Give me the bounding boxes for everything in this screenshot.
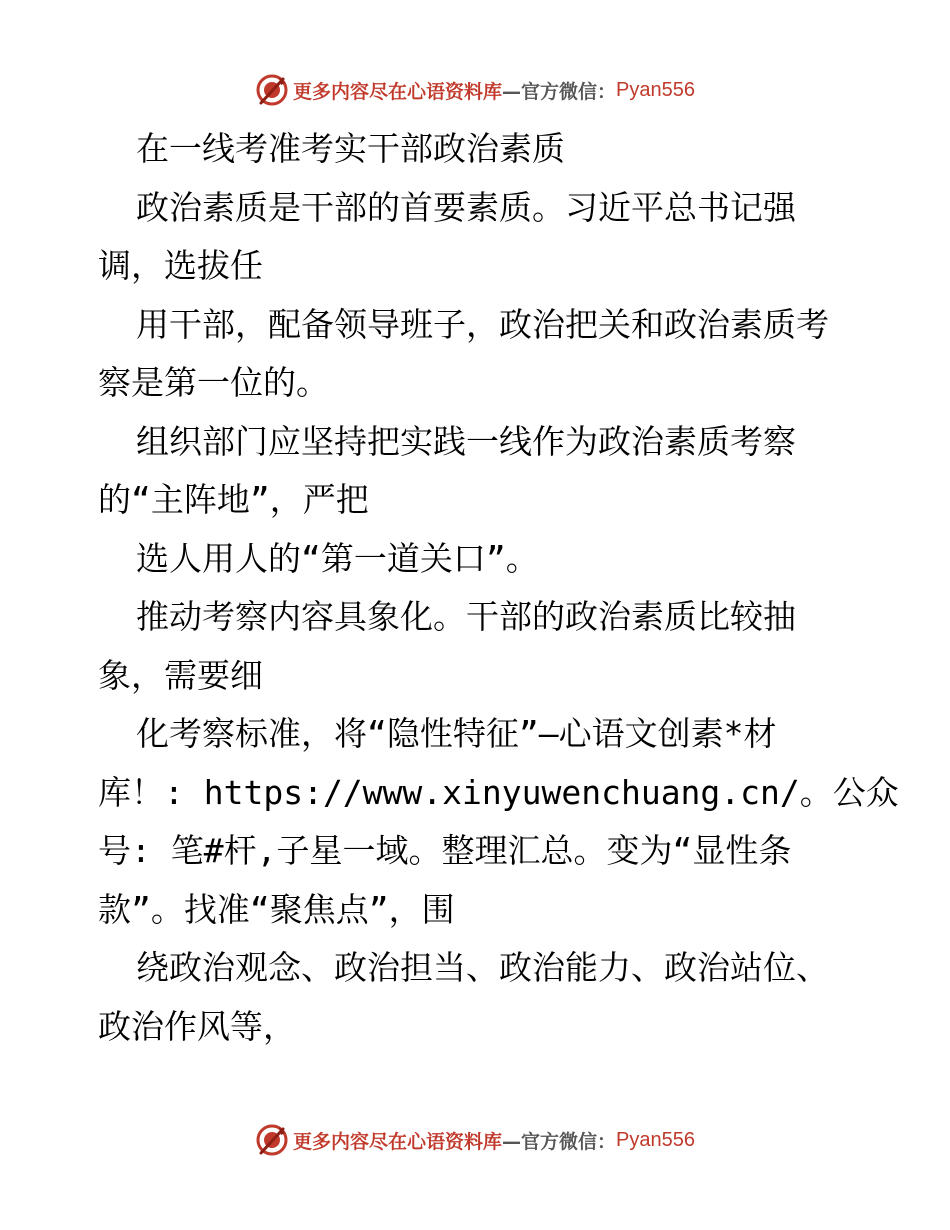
paragraph-line: 察是第一位的。 bbox=[98, 363, 329, 402]
paragraph-line: 调，选拔任 bbox=[98, 246, 263, 285]
banner-wechat-id: Pyan556 bbox=[616, 1128, 695, 1151]
paragraph-line: 组织部门应坚持把实践一线作为政治素质考察 bbox=[136, 421, 796, 461]
paragraph-line: 用干部，配备领导班子，政治把关和政治素质考 bbox=[136, 304, 829, 344]
document-body bbox=[98, 120, 899, 1056]
banner-text: 更多内容尽在心语资料库 bbox=[293, 80, 503, 103]
header-banner bbox=[0, 68, 950, 112]
banner-wechat-id: Pyan556 bbox=[616, 78, 695, 101]
paragraph-line: 化考察标准，将“隐性特征”—心语文创素*材 bbox=[136, 714, 777, 753]
paragraph-line: 推动考察内容具象化。干部的政治素质比较抽 bbox=[136, 597, 796, 636]
banner-text: 更多内容尽在心语资料库 bbox=[293, 1130, 503, 1153]
paragraph-line: 库！: https://www.xinyuwenchuang.cn/。公众 bbox=[98, 772, 899, 812]
paragraph-line: 款”。找准“聚焦点”，围 bbox=[98, 889, 455, 929]
paragraph-line: 号: 笔#杆,子星一域。整理汇总。变为“显性条 bbox=[98, 831, 792, 870]
banner-separator: —官方微信： bbox=[502, 1130, 617, 1153]
heading-line: 在一线考准考实干部政治素质 bbox=[136, 129, 565, 168]
footer-banner bbox=[0, 1118, 950, 1162]
paragraph-line: 绕政治观念、政治担当、政治能力、政治站位、 bbox=[136, 948, 829, 987]
paragraph-line: 政治作风等， bbox=[98, 1006, 296, 1046]
paragraph-line: 的“主阵地”，严把 bbox=[98, 480, 369, 519]
paragraph-line: 象，需要细 bbox=[98, 655, 263, 695]
banner-separator: —官方微信： bbox=[502, 80, 617, 103]
paragraph-line: 选人用人的“第一道关口”。 bbox=[136, 538, 539, 578]
paragraph-line: 政治素质是干部的首要素质。习近平总书记强 bbox=[136, 187, 796, 227]
quill-seal-icon bbox=[255, 73, 289, 107]
quill-seal-icon bbox=[255, 1123, 289, 1157]
